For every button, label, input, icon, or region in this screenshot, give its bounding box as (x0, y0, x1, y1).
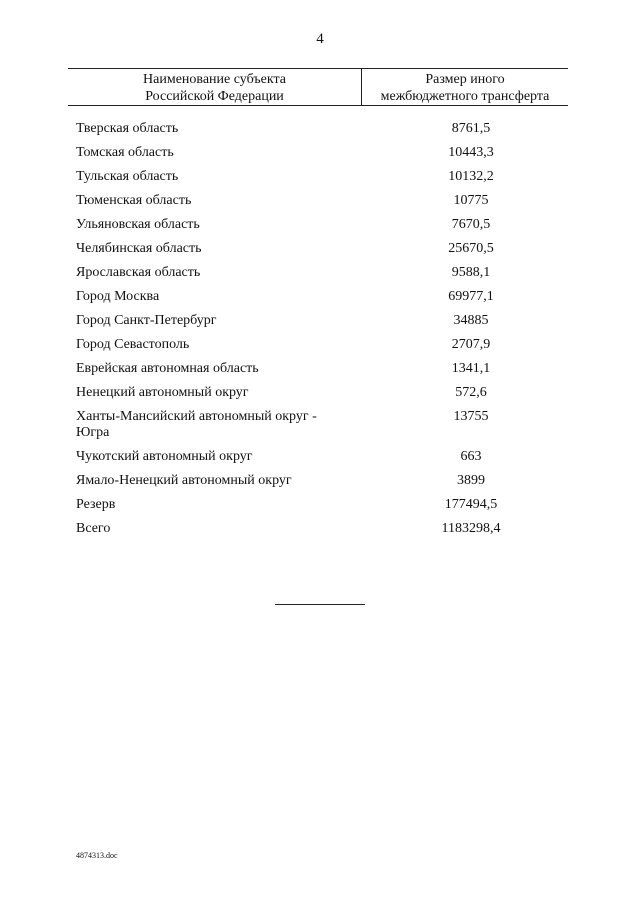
header-transfer-line1: Размер иного (425, 72, 505, 87)
transfer-amount: 9588,1 (451, 265, 491, 280)
table-row (76, 313, 576, 329)
transfer-amount: 10132,2 (448, 169, 494, 184)
table-row (76, 217, 576, 233)
transfer-amount: 10775 (453, 193, 489, 208)
table-row (76, 193, 576, 209)
table-row (76, 409, 576, 441)
subject-name: Чукотский автономный округ (76, 449, 253, 464)
transfer-amount: 13755 (453, 409, 489, 424)
transfer-amount: 3899 (457, 473, 485, 488)
transfer-amount: 572,6 (455, 385, 487, 400)
header-subject-line1: Наименование субъекта (143, 72, 286, 87)
subject-name: Томская область (76, 145, 174, 160)
table-row (76, 473, 576, 489)
table-row (76, 497, 576, 513)
header-transfer-column (362, 71, 568, 105)
subject-name: Резерв (76, 497, 116, 512)
subject-name: Ненецкий автономный округ (76, 385, 249, 400)
table-row (76, 385, 576, 401)
transfer-amount: 10443,3 (448, 145, 494, 160)
transfer-amount: 8761,5 (451, 121, 491, 136)
transfer-table-body (76, 121, 576, 545)
header-transfer-line2: межбюджетного трансферта (380, 89, 550, 104)
table-row (76, 121, 576, 137)
subject-name: Тверская область (76, 121, 179, 136)
subject-name: Ямало-Ненецкий автономный округ (76, 473, 292, 488)
transfer-amount: 1183298,4 (441, 521, 501, 536)
transfer-amount: 177494,5 (444, 497, 498, 512)
page-number: 4 (316, 31, 324, 47)
transfer-amount: 25670,5 (448, 241, 494, 256)
subject-name: Тюменская область (76, 193, 192, 208)
document-filename: 4874313.doc (76, 851, 118, 860)
table-row (76, 449, 576, 465)
subject-name: Ярославская область (76, 265, 201, 280)
table-header (68, 68, 568, 106)
subject-name: Ульяновская область (76, 217, 200, 232)
transfer-amount: 7670,5 (451, 217, 491, 232)
table-row (76, 337, 576, 353)
table-row (76, 361, 576, 377)
table-row (76, 145, 576, 161)
closing-rule (275, 604, 365, 605)
subject-name: Ханты-Мансийский автономный округ - Югра (76, 409, 317, 440)
table-row (76, 265, 576, 281)
subject-name: Тульская область (76, 169, 179, 184)
header-subject-column (68, 71, 361, 105)
header-subject-line2: Российской Федерации (145, 89, 284, 104)
transfer-amount: 663 (460, 449, 482, 464)
table-row (76, 289, 576, 305)
table-row (76, 169, 576, 185)
subject-name: Город Москва (76, 289, 160, 304)
transfer-amount: 34885 (453, 313, 489, 328)
subject-name: Город Санкт-Петербург (76, 313, 217, 328)
table-row-total (76, 521, 576, 537)
subject-name: Челябинская область (76, 241, 202, 256)
table-row (76, 241, 576, 257)
transfer-amount: 1341,1 (451, 361, 491, 376)
subject-name: Еврейская автономная область (76, 361, 259, 376)
subject-name: Всего (76, 521, 111, 536)
subject-name: Город Севастополь (76, 337, 190, 352)
transfer-amount: 2707,9 (451, 337, 491, 352)
transfer-amount: 69977,1 (448, 289, 494, 304)
